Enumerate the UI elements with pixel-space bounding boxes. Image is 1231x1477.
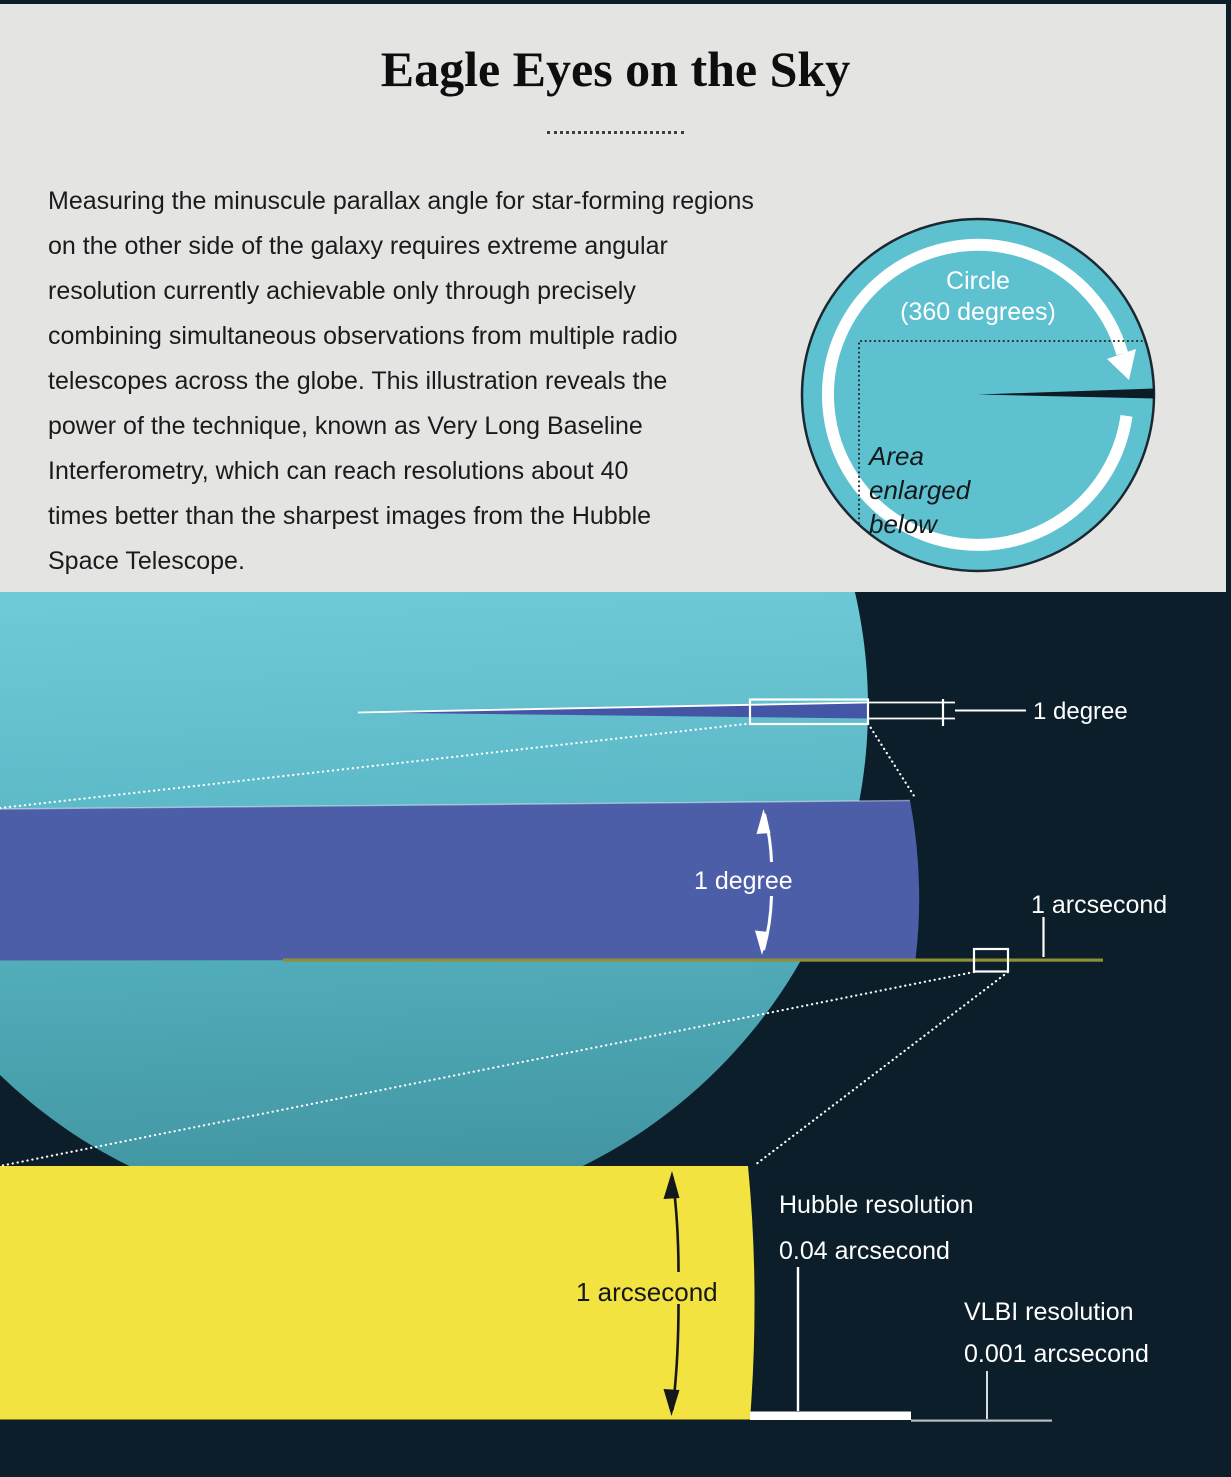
one-arcsecond-band-label: 1 arcsecond — [576, 1277, 718, 1307]
page-title: Eagle Eyes on the Sky — [380, 41, 851, 97]
zoom-connector-line — [868, 724, 916, 800]
paragraph-line: resolution currently achievable only through precisely — [48, 277, 636, 305]
hubble-resolution-label: Hubble resolution — [779, 1191, 974, 1219]
top-frame-edge — [0, 0, 1231, 4]
paragraph-line: power of the technique, known as Very Long Baseline — [48, 412, 643, 440]
paragraph-line: Measuring the minuscule parallax angle for star-forming regions — [48, 187, 754, 215]
one-degree-callout-label: 1 degree — [1033, 698, 1128, 725]
paragraph-line: Space Telescope. — [48, 547, 245, 575]
vlbi-resolution-line — [911, 1420, 1052, 1422]
one-arcsecond-callout-label: 1 arcsecond — [1031, 891, 1168, 919]
paragraph-line: on the other side of the galaxy requires extreme angular — [48, 232, 668, 260]
vlbi-resolution-value: 0.001 arcsecond — [964, 1340, 1149, 1368]
circle-label: Circle — [946, 267, 1010, 295]
hubble-resolution-bar — [750, 1412, 911, 1421]
zoom-connector-line — [755, 972, 1008, 1165]
intro-paragraph — [48, 179, 908, 584]
paragraph-line: times better than the sharpest images from the Hubble — [48, 502, 652, 530]
dotted-divider — [547, 131, 684, 134]
paragraph-line: combining simultaneous observations from multiple radio — [48, 322, 678, 350]
one-arcsecond-line — [283, 959, 1103, 962]
area-enlarged-note: Area enlarged below — [869, 441, 971, 539]
vlbi-resolution-label: VLBI resolution — [964, 1298, 1134, 1326]
one-degree-band-label: 1 degree — [694, 867, 793, 895]
paragraph-line: telescopes across the globe. This illustration reveals the — [48, 367, 668, 395]
paragraph-line: Interferometry, which can reach resolutions about 40 — [48, 457, 629, 485]
hubble-resolution-value: 0.04 arcsecond — [779, 1237, 950, 1265]
circle-degrees-label: (360 degrees) — [900, 298, 1056, 326]
